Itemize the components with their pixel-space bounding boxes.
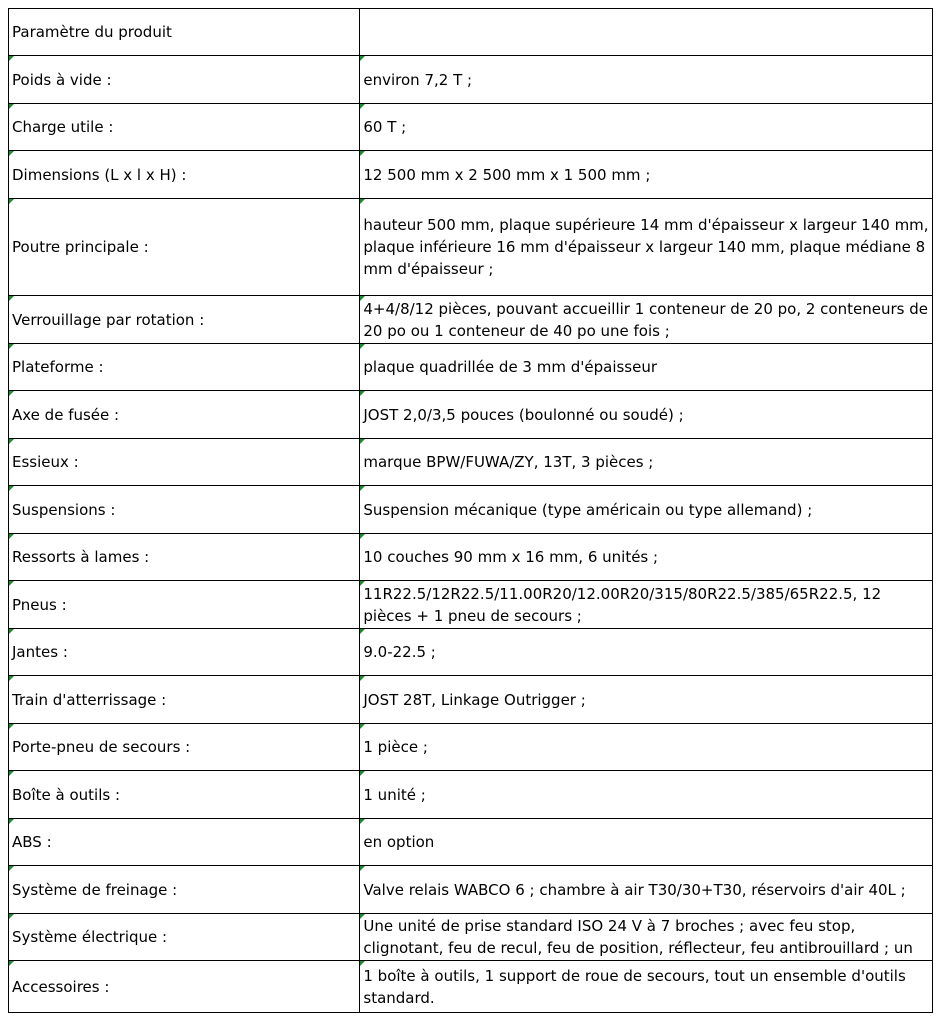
table-row (9, 914, 933, 961)
row-label: Verrouillage par rotation : (9, 296, 360, 344)
row-label: Poids à vide : (9, 56, 360, 104)
row-label: Ressorts à lames : (9, 534, 360, 581)
product-spec-table (8, 8, 933, 1013)
cell-marker-icon (360, 486, 365, 491)
cell-marker-icon (360, 534, 365, 539)
row-value: Suspension mécanique (type américain ou type allemand) ; (360, 486, 933, 534)
cell-marker-icon (360, 296, 365, 301)
cell-marker-icon (9, 581, 14, 586)
cell-marker-icon (9, 391, 14, 396)
row-label: ABS : (9, 819, 360, 866)
table-row (9, 439, 933, 486)
cell-marker-icon (9, 344, 14, 349)
cell-marker-icon (9, 724, 14, 729)
table-row (9, 771, 933, 819)
header-title: Paramètre du produit (9, 9, 360, 56)
row-value: environ 7,2 T ; (360, 56, 933, 104)
row-label: Porte-pneu de secours : (9, 724, 360, 771)
row-value: 9.0-22.5 ; (360, 629, 933, 676)
header-row (9, 9, 933, 56)
row-value: Valve relais WABCO 6 ; chambre à air T30/30+T30, réservoirs d'air 40L ; (360, 866, 933, 914)
row-value: 12 500 mm x 2 500 mm x 1 500 mm ; (360, 151, 933, 199)
cell-marker-icon (9, 486, 14, 491)
row-label: Suspensions : (9, 486, 360, 534)
cell-marker-icon (360, 771, 365, 776)
row-label: Train d'atterrissage : (9, 676, 360, 724)
table-row (9, 676, 933, 724)
row-value: marque BPW/FUWA/ZY, 13T, 3 pièces ; (360, 439, 933, 486)
table-row (9, 961, 933, 1013)
row-value: en option (360, 819, 933, 866)
cell-marker-icon (9, 439, 14, 444)
row-value: JOST 2,0/3,5 pouces (boulonné ou soudé) ; (360, 391, 933, 439)
row-label: Jantes : (9, 629, 360, 676)
row-label: Boîte à outils : (9, 771, 360, 819)
table-row (9, 724, 933, 771)
cell-marker-icon (9, 104, 14, 109)
cell-marker-icon (360, 724, 365, 729)
table-row (9, 629, 933, 676)
row-label: Plateforme : (9, 344, 360, 391)
cell-marker-icon (360, 391, 365, 396)
cell-marker-icon (9, 199, 14, 204)
cell-marker-icon (9, 676, 14, 681)
table-row (9, 581, 933, 629)
cell-marker-icon (9, 151, 14, 156)
cell-marker-icon (9, 819, 14, 824)
cell-marker-icon (360, 629, 365, 634)
table-row (9, 344, 933, 391)
row-label: Essieux : (9, 439, 360, 486)
table-row (9, 486, 933, 534)
row-value: 10 couches 90 mm x 16 mm, 6 unités ; (360, 534, 933, 581)
row-label: Système de freinage : (9, 866, 360, 914)
cell-marker-icon (9, 961, 14, 966)
cell-marker-icon (360, 199, 365, 204)
row-label: Dimensions (L x l x H) : (9, 151, 360, 199)
cell-marker-icon (360, 961, 365, 966)
row-value: 4+4/8/12 pièces, pouvant accueillir 1 conteneur de 20 po, 2 conteneurs de 20 po ou 1 conteneur de 40 po une fois ; (360, 296, 933, 344)
cell-marker-icon (360, 151, 365, 156)
cell-marker-icon (9, 296, 14, 301)
row-value: Une unité de prise standard ISO 24 V à 7 broches ; avec feu stop, clignotant, feu de recul, feu de position, réflecteur, feu antibrouillard ; un (360, 914, 933, 961)
cell-marker-icon (360, 676, 365, 681)
cell-marker-icon (360, 581, 365, 586)
cell-marker-icon (360, 914, 365, 919)
cell-marker-icon (360, 56, 365, 61)
table-row (9, 391, 933, 439)
cell-marker-icon (9, 56, 14, 61)
table-row (9, 56, 933, 104)
row-label: Charge utile : (9, 104, 360, 151)
row-value: 1 unité ; (360, 771, 933, 819)
row-value: 11R22.5/12R22.5/11.00R20/12.00R20/315/80R22.5/385/65R22.5, 12 pièces + 1 pneu de secours ; (360, 581, 933, 629)
row-label: Pneus : (9, 581, 360, 629)
cell-marker-icon (9, 866, 14, 871)
row-value: 1 boîte à outils, 1 support de roue de secours, tout un ensemble d'outils standard. (360, 961, 933, 1013)
cell-marker-icon (360, 439, 365, 444)
cell-marker-icon (9, 629, 14, 634)
row-value: 60 T ; (360, 104, 933, 151)
table-row (9, 151, 933, 199)
row-value: plaque quadrillée de 3 mm d'épaisseur (360, 344, 933, 391)
cell-marker-icon (360, 344, 365, 349)
cell-marker-icon (9, 914, 14, 919)
row-label: Accessoires : (9, 961, 360, 1013)
table-row (9, 199, 933, 296)
table-row (9, 819, 933, 866)
cell-marker-icon (360, 866, 365, 871)
table-row (9, 866, 933, 914)
header-value (360, 9, 933, 56)
cell-marker-icon (9, 534, 14, 539)
cell-marker-icon (360, 104, 365, 109)
table-row (9, 296, 933, 344)
row-label: Système électrique : (9, 914, 360, 961)
cell-marker-icon (9, 771, 14, 776)
row-value: 1 pièce ; (360, 724, 933, 771)
row-label: Poutre principale : (9, 199, 360, 296)
row-value: hauteur 500 mm, plaque supérieure 14 mm d'épaisseur x largeur 140 mm, plaque inférieure 16 mm d'épaisseur x largeur 140 mm, plaque médiane 8 mm d'épaisseur ; (360, 199, 933, 296)
table-row (9, 104, 933, 151)
row-value: JOST 28T, Linkage Outrigger ; (360, 676, 933, 724)
table-row (9, 534, 933, 581)
cell-marker-icon (360, 819, 365, 824)
row-label: Axe de fusée : (9, 391, 360, 439)
